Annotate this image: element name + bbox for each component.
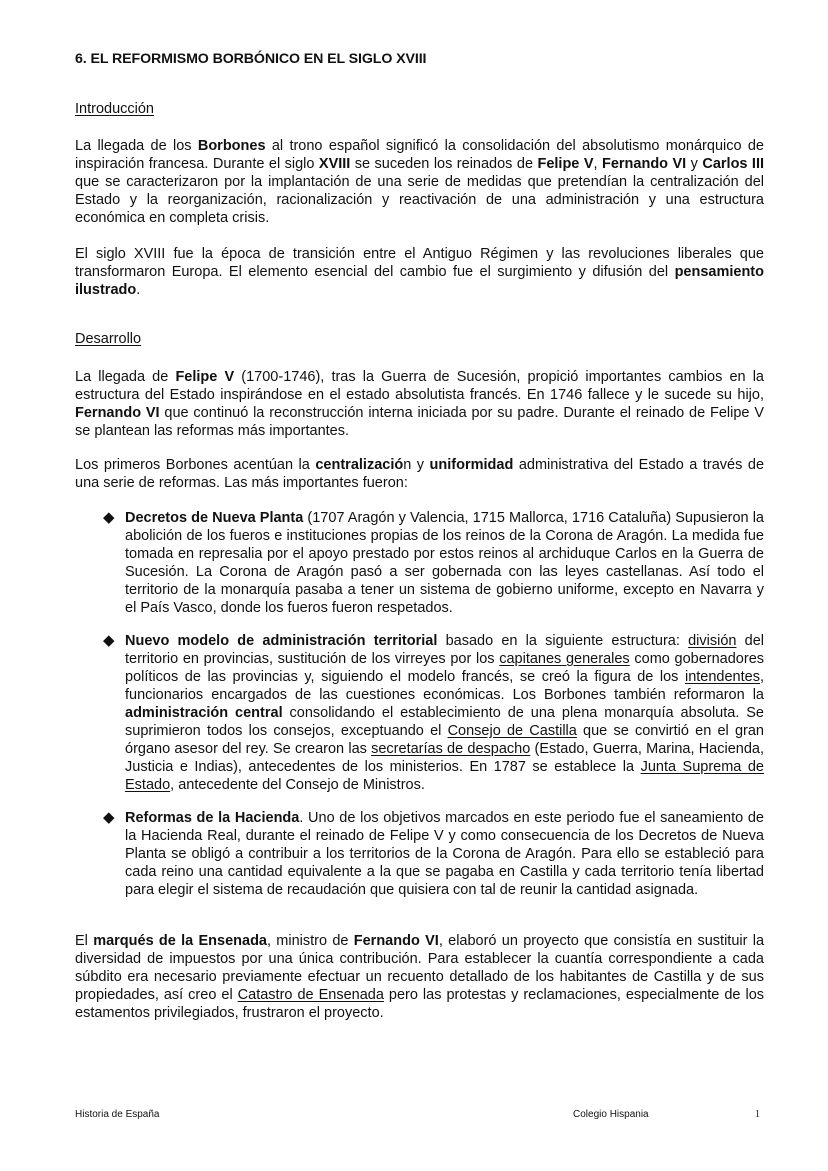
heading-desarrollo: Desarrollo — [75, 331, 142, 347]
desarrollo-paragraph-2: Los primeros Borbones acentúan la centralización y uniformidad administrativa del Estado a través de una serie de reformas. Las más importantes fueron: — [75, 457, 765, 491]
footer-page-number: 1 — [755, 1109, 760, 1120]
page-title: 6. EL REFORMISMO BORBÓNICO EN EL SIGLO XVIII — [75, 51, 427, 67]
intro-paragraph-1: La llegada de los Borbones al trono español significó la consolidación del absolutismo monárquico de inspiración francesa. Durante el siglo XVIII se suceden los reinados de Felipe V, Fernando VI y Carlos III que se caracterizaron por la implantación de una serie de medidas que pretendían la centralización del Estado y la reorganización, racionalización y reactivación de una administración y una estructura económica en completa crisis. — [75, 138, 765, 226]
diamond-bullet-icon: ◆ — [103, 632, 115, 649]
bullet-administracion-territorial — [103, 632, 764, 794]
footer-school: Colegio Hispania — [573, 1109, 649, 1120]
bullet-text: Reformas de la Hacienda. Uno de los objetivos marcados en este periodo fue el saneamiento de la Hacienda Real, durante el reinado de Felipe V y como consecuencia de los Decretos de Nueva Planta se obligó a contribuir a los territorios de la Corona de Aragón. Para ello se estableció para cada reino una cantidad equivalente a la que se pagaba en Castilla y cada territorio tenía libertad para elegir el sistema de recaudación que quisiera con tal de reunir la cantidad asignada. — [125, 810, 764, 898]
bullet-decretos-nueva-planta — [103, 509, 764, 617]
diamond-bullet-icon: ◆ — [103, 809, 115, 826]
bullet-text: Nuevo modelo de administración territorial basado en la siguiente estructura: división del territorio en provincias, sustitución de los virreyes por los capitanes generales como gobernadores políticos de las provincias y, siguiendo el modelo francés, se creó la figura de los intendentes, funcionarios encargados de las cuestiones económicas. Los Borbones también reformaron la administración central consolidando el establecimiento de una plena monarquía absoluta. Se suprimieron todos los consejos, exceptuando el Consejo de Castilla que se convirtió en el gran órgano asesor del rey. Se crearon las secretarías de despacho (Estado, Guerra, Marina, Hacienda, Justicia e Indias), antecedentes de los ministerios. En 1787 se establece la Junta Suprema de Estado, antecedente del Consejo de Ministros. — [125, 633, 765, 793]
diamond-bullet-icon: ◆ — [103, 509, 115, 526]
bullet-reformas-hacienda — [103, 809, 764, 899]
heading-introduccion: Introducción — [75, 101, 154, 117]
bullet-text: Decretos de Nueva Planta (1707 Aragón y Valencia, 1715 Mallorca, 1716 Cataluña) Supusieron la abolición de los fueros e instituciones propias de los reinos de la Corona de Aragón. La medida fue tomada en represalia por el apoyo prestado por estos reinos al archiduque Carlos en la Guerra de Sucesión. La Corona de Aragón pasó a ser gobernada con las leyes castellanas. Así todo el territorio de la monarquía pasaba a tener un sistema de gobierno uniforme, excepto en Navarra y el País Vasco, donde los fueros fueron respetados. — [125, 510, 764, 616]
footer-subject: Historia de España — [75, 1109, 160, 1120]
intro-paragraph-2: El siglo XVIII fue la época de transición entre el Antiguo Régimen y las revoluciones liberales que transformaron Europa. El elemento esencial del cambio fue el surgimiento y difusión del pensamiento ilustrado. — [75, 246, 764, 298]
desarrollo-paragraph-3: El marqués de la Ensenada, ministro de Fernando VI, elaboró un proyecto que consistía en sustituir la diversidad de impuestos por una única contribución. Para establecer la cuantía correspondiente a cada súbdito era necesario previamente efectuar un recuento detallado de los habitantes de Castilla y de sus propiedades, así creo el Catastro de Ensenada pero las protestas y reclamaciones, especialmente de los estamentos privilegiados, frustraron el proyecto. — [75, 933, 765, 1021]
desarrollo-paragraph-1: La llegada de Felipe V (1700-1746), tras la Guerra de Sucesión, propició importantes cambios en la estructura del Estado inspirándose en el estado absolutista francés. En 1746 fallece y le sucede su hijo, Fernando VI que continuó la reconstrucción interna iniciada por su padre. Durante el reinado de Felipe V se plantean las reformas más importantes. — [75, 369, 765, 439]
